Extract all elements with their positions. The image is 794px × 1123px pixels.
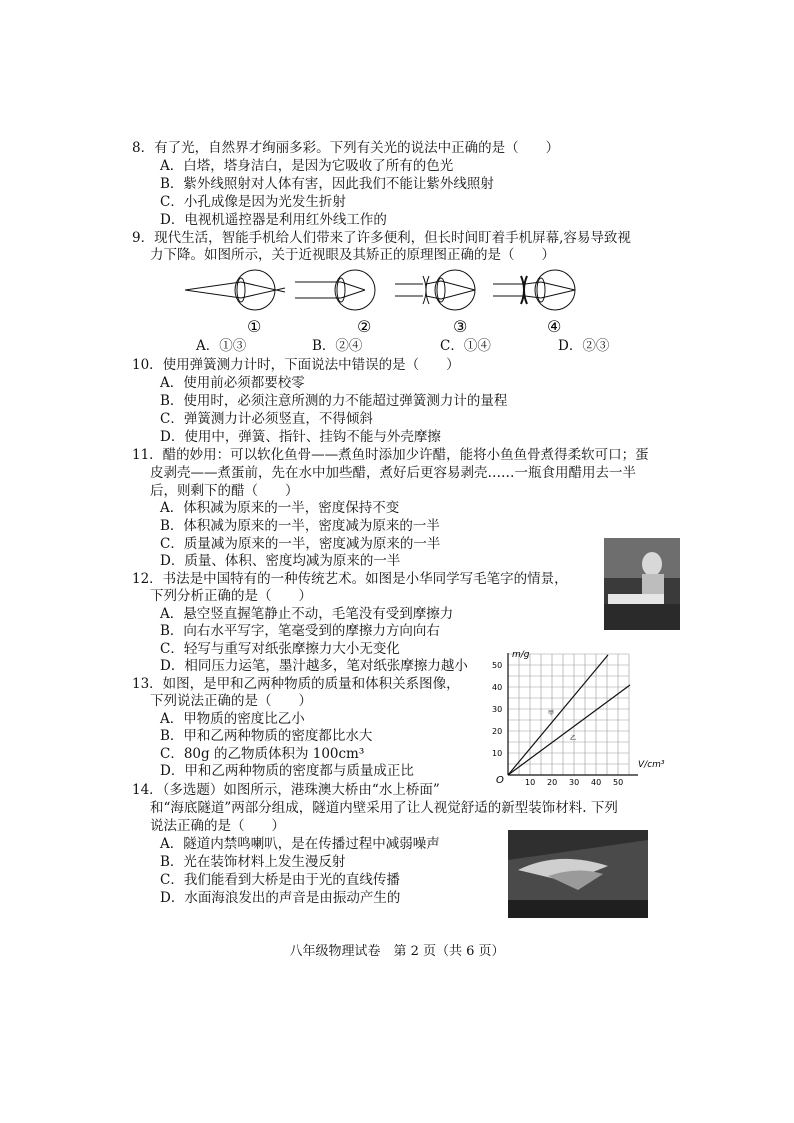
x-tick-label: 40 (591, 778, 602, 785)
q14-option-a: A．隧道内禁鸣喇叭，是在传播过程中减弱噪声 (160, 836, 440, 852)
q14-stem-line2: 和“海底隧道”两部分组成，隧道内壁采用了让人视觉舒适的新型装饰材料. 下列 (150, 800, 618, 816)
q12-stem-line2: 下列分析正确的是（ ） (150, 588, 312, 604)
q12-option-c: C．轻写与重写对纸张摩擦力大小无变化 (160, 641, 400, 657)
y-tick-label: 20 (492, 727, 503, 736)
line-yi (508, 685, 630, 775)
line-yi-label: 乙 (570, 735, 577, 742)
q11-stem-line1: 11．醋的妙用：可以软化鱼骨——煮鱼时添加少许醋，能将小鱼鱼骨煮得柔软可口；蛋 (132, 447, 649, 463)
q10-stem: 10．使用弹簧测力计时，下面说法中错误的是（ ） (132, 357, 460, 373)
x-axis-label: V/cm³ (638, 760, 665, 770)
q9-stem-line1: 9．现代生活，智能手机给人们带来了许多便利，但长时间盯着手机屏幕,容易导致视 (132, 230, 631, 246)
q13-option-b: B．甲和乙两种物质的密度都比水大 (160, 728, 373, 744)
line-jia (508, 655, 608, 775)
q13-option-a: A．甲物质的密度比乙小 (160, 711, 305, 727)
q8-stem: 8．有了光，自然界才绚丽多彩。下列有关光的说法中正确的是（ ） (132, 140, 560, 156)
q10-option-b: B．使用时，必须注意所测的力不能超过弹簧测力计的量程 (160, 393, 508, 409)
line-jia-label: 甲 (548, 710, 555, 717)
q11-option-b: B．体积减为原来的一半，密度减为原来的一半 (160, 518, 440, 534)
y-tick-label: 40 (492, 683, 503, 692)
x-tick-label: 10 (525, 778, 536, 785)
q10-option-a: A．使用前必须都要校零 (160, 375, 305, 391)
q9-option-c: C．①④ (440, 338, 491, 354)
y-tick-label: 30 (492, 705, 503, 714)
x-tick-label: 30 (569, 778, 580, 785)
calligraphy-photo (604, 538, 680, 630)
eye-label-3: ③ (453, 317, 468, 336)
q14-option-b: B．光在装饰材料上发生漫反射 (160, 854, 346, 870)
q8-option-d: D．电视机遥控器是利用红外线工作的 (160, 212, 387, 228)
eye-diagrams (185, 268, 605, 338)
q14-stem-line1: 14．（多选题）如图所示，港珠澳大桥由“水上桥面” (132, 782, 440, 798)
q10-option-c: C．弹簧测力计必须竖直，不得倾斜 (160, 411, 373, 427)
eye-diagram-3 (395, 270, 475, 310)
q9-option-d: D．②③ (558, 338, 610, 354)
q12-option-a: A．悬空竖直握笔静止不动，毛笔没有受到摩擦力 (160, 606, 454, 622)
x-tick-label: 50 (613, 778, 624, 785)
q11-option-d: D．质量、体积、密度均减为原来的一半 (160, 553, 401, 569)
bridge-photo (508, 830, 648, 918)
q8-option-a: A．白塔，塔身洁白，是因为它吸收了所有的色光 (160, 158, 454, 174)
eye-label-1: ① (247, 317, 262, 336)
q8-option-b: B．紫外线照射对人体有害，因此我们不能让紫外线照射 (160, 176, 494, 192)
q13-stem-line2: 下列说法正确的是（ ） (150, 693, 312, 709)
q9-stem-line2: 力下降。如图所示，关于近视眼及其矫正的原理图正确的是（ ） (150, 247, 555, 263)
x-tick-label: 20 (547, 778, 558, 785)
q12-option-d: D．相同压力运笔，墨汁越多，笔对纸张摩擦力越小 (160, 658, 468, 674)
q9-option-a: A．①③ (196, 338, 247, 354)
q11-option-a: A．体积减为原来的一半，密度保持不变 (160, 500, 400, 516)
q13-option-c: C．80g 的乙物质体积为 100cm³ (160, 746, 365, 762)
q14-stem-line3: 说法正确的是（ ） (150, 818, 285, 834)
eye-diagram-1 (185, 270, 285, 310)
q11-stem-line2: 皮剥壳——煮蛋前，先在水中加些醋，煮好后更容易剥壳……一瓶食用醋用去一半 (150, 465, 636, 481)
q11-option-c: C．质量减为原来的一半，密度减为原来的一半 (160, 536, 441, 552)
y-tick-label: 50 (492, 661, 503, 670)
q8-option-c: C．小孔成像是因为光发生折射 (160, 194, 346, 210)
eye-label-2: ② (357, 317, 372, 336)
y-axis-label: m/g (512, 650, 530, 660)
q14-option-d: D．水面海浪发出的声音是由振动产生的 (160, 890, 401, 906)
q10-option-d: D．使用中，弹簧、指针、挂钩不能与外壳摩擦 (160, 429, 441, 445)
eye-diagram-4 (493, 270, 575, 310)
q11-stem-line3: 后，则剩下的醋（ ） (150, 483, 299, 499)
y-tick-label: 10 (492, 749, 503, 758)
eye-label-4: ④ (547, 317, 562, 336)
q9-option-b: B．②④ (312, 338, 363, 354)
q12-stem-line1: 12．书法是中国特有的一种传统艺术。如图是小华同学写毛笔字的情景， (132, 571, 568, 587)
q13-option-d: D．甲和乙两种物质的密度都与质量成正比 (160, 763, 414, 779)
q12-option-b: B．向右水平写字，笔毫受到的摩擦力方向向右 (160, 623, 440, 639)
eye-diagram-2 (295, 270, 375, 310)
page-footer: 八年级物理试卷 第 2 页（共 6 页） (289, 944, 505, 959)
mass-volume-graph (488, 645, 678, 785)
q13-stem-line1: 13．如图，是甲和乙两种物质的质量和体积关系图像， (132, 676, 460, 692)
q14-option-c: C．我们能看到大桥是由于光的直线传播 (160, 872, 400, 888)
origin-label: O (496, 775, 504, 785)
